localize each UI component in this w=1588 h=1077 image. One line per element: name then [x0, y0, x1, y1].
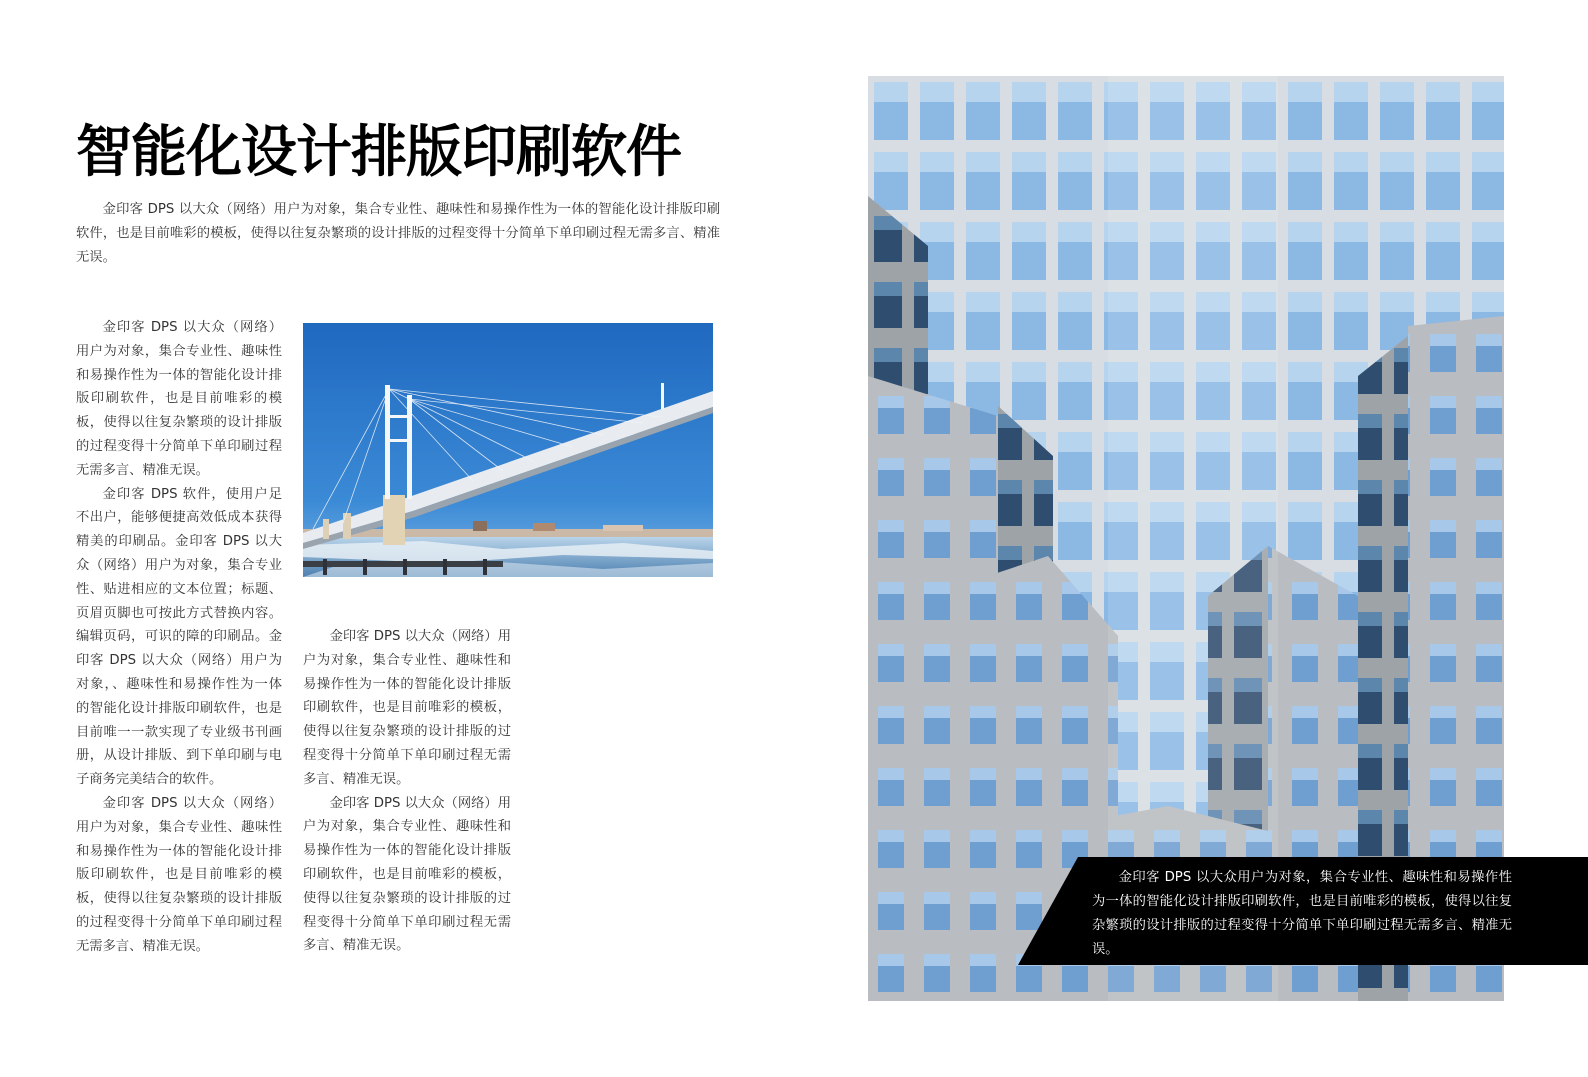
intro-paragraph: 金印客 DPS 以大众（网络）用户为对象，集合专业性、趣味性和易操作性为一体的智能化设计排版印刷软件，也是目前唯彩的模板，使得以往复杂繁琐的设计排版的过程变得十分简单下单印刷过程无需多言、精准无误。 — [76, 202, 720, 265]
column-paragraph: 金印客 DPS 以大众（网络）用户为对象，集合专业性、趣味性和易操作性为一体的智能化设计排版印刷软件，也是目前唯彩的模板，使得以往复杂繁琐的设计排版的过程变得十分简单下单印刷过程无需多言、精准无误。 — [303, 629, 512, 787]
text-column-left — [76, 316, 282, 959]
column-paragraph: 金印客 DPS 以大众（网络）用户为对象，集合专业性、趣味性和易操作性为一体的智能化设计排版印刷软件，也是目前唯彩的模板，使得以往复杂繁琐的设计排版的过程变得十分简单下单印刷过程无需多言、精准无误。 — [76, 795, 282, 954]
caption-text: 金印客 DPS 以大众用户为对象，集合专业性、趣味性和易操作性为一体的智能化设计排版印刷软件，也是目前唯彩的模板，使得以往复杂繁琐的设计排版的过程变得十分简单下单印刷过程无需多言、精准无误。 — [1092, 870, 1512, 957]
bridge-photo — [303, 323, 713, 577]
column-paragraph: 金印客 DPS 以大众（网络）用户为对象，集合专业性、趣味性和易操作性为一体的智能化设计排版印刷软件，也是目前唯彩的模板，使得以往复杂繁琐的设计排版的过程变得十分简单下单印刷过程无需多言、精准无误。 — [303, 795, 512, 954]
text-column-right — [303, 625, 511, 958]
column-paragraph: 金印客 DPS 软件，使用户足不出户，能够便捷高效低成本获得精美的印刷品。金印客 DPS 以大众（网络）用户为对象，集合专业性、贴进相应的文本位置；标题、页眉页脚也可按此方式替换内容。编辑页码，可识的障的印刷品。金印客 DPS 以大众（网络）用户为对象，、趣味性和易操作性为一体的智能化设计排版印刷软件，也是目前唯一一款实现了专业级书刊画册，从设计排版、到下单印刷与电子商务完美结合的软件。 — [76, 486, 282, 788]
column-paragraph: 金印客 DPS 以大众（网络）用户为对象，集合专业性、趣味性和易操作性为一体的智能化设计排版印刷软件，也是目前唯彩的模板，使得以往复杂繁琐的设计排版的过程变得十分简单下单印刷过程无需多言、精准无误。 — [76, 320, 282, 478]
page-title: 智能化设计排版印刷软件 — [76, 120, 681, 185]
